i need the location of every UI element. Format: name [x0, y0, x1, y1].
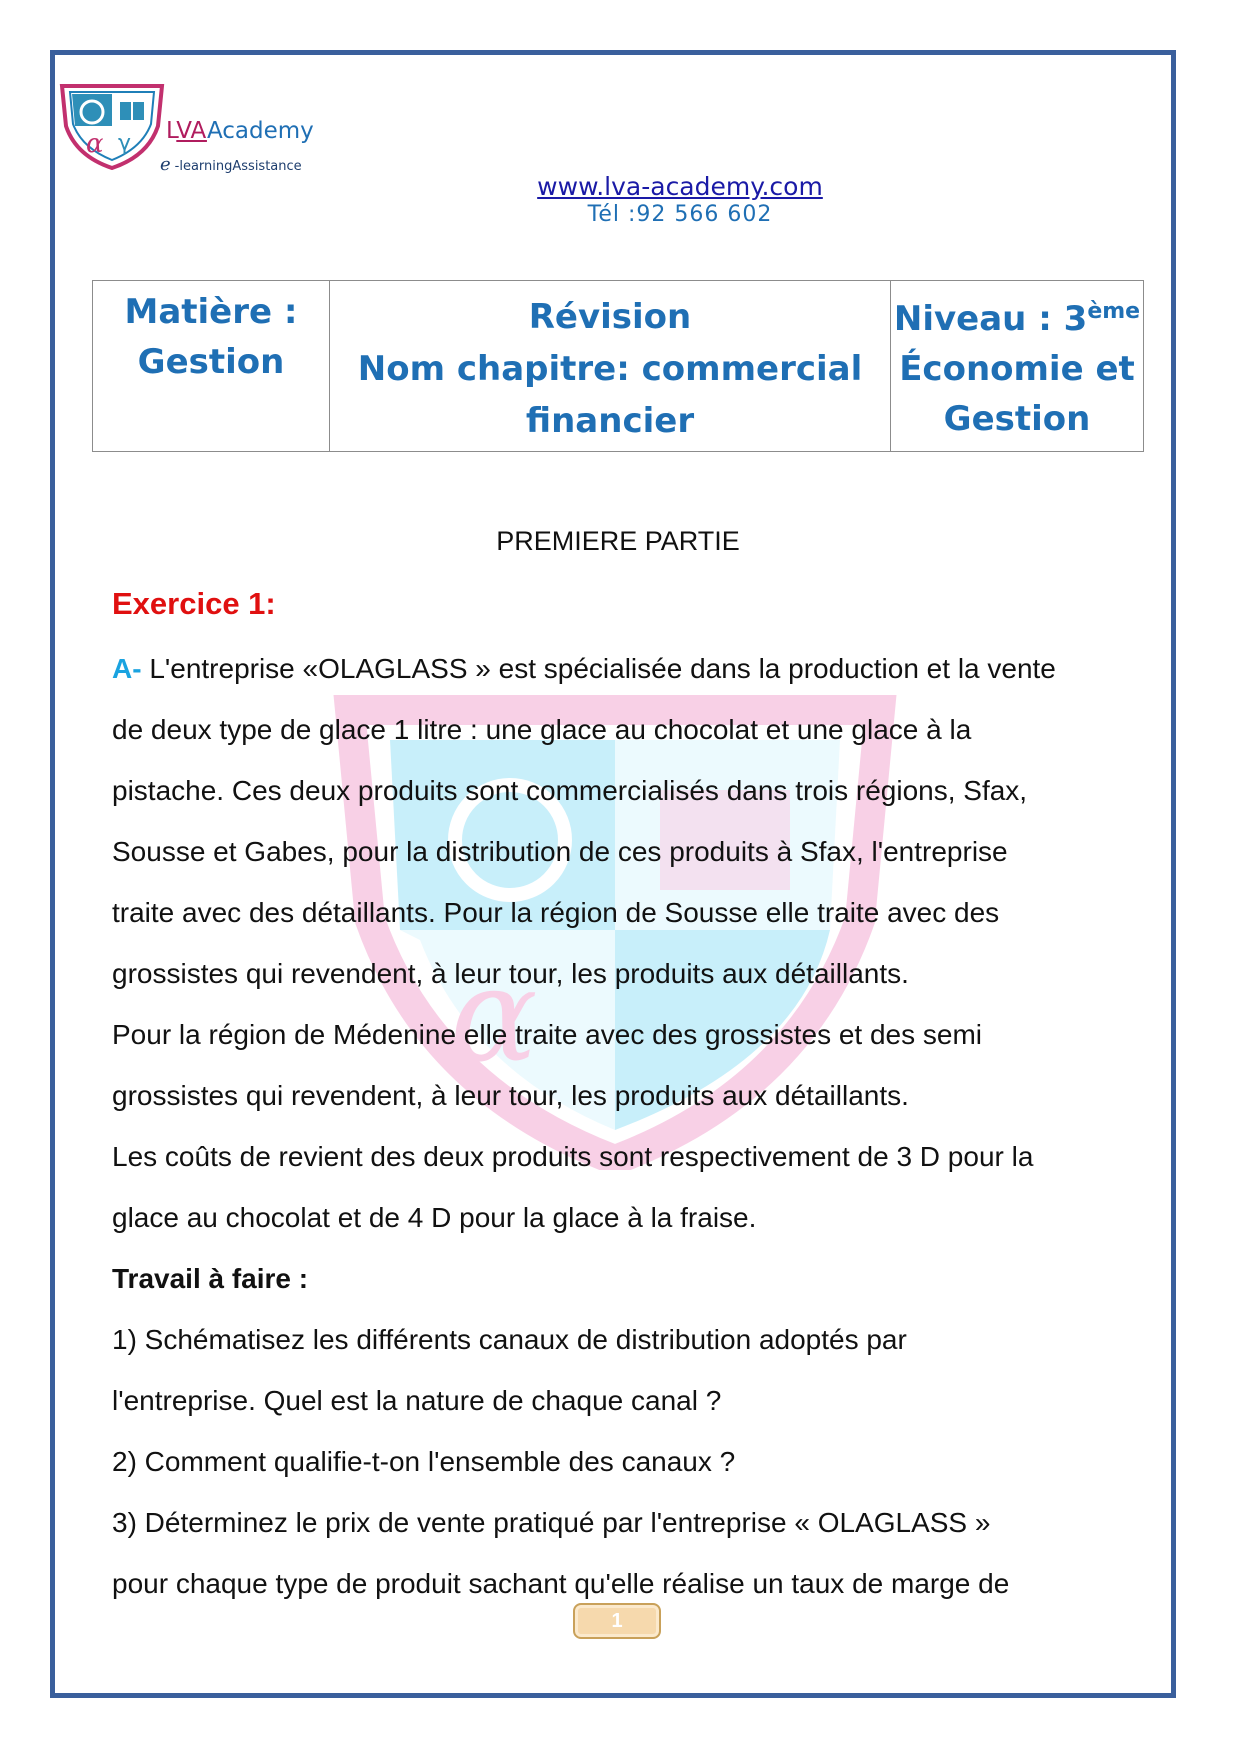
- paragraph-line: traite avec des détaillants. Pour la région de Sousse elle traite avec des: [112, 897, 1000, 928]
- exercise-body: [112, 652, 1132, 1628]
- paragraph-line: Pour la région de Médenine elle traite avec des grossistes et des semi: [112, 1019, 983, 1050]
- chapter-cell: Révision Nom chapitre: commercial financier: [330, 281, 891, 452]
- paragraph-line: Les coûts de revient des deux produits sont respectivement de 3 D pour la: [112, 1141, 1034, 1172]
- phone-number: Tél :92 566 602: [587, 202, 773, 227]
- paragraph-line: glace au chocolat et de 4 D pour la glace à la fraise.: [112, 1202, 757, 1233]
- info-table: [92, 280, 1144, 452]
- paragraph-line: grossistes qui revendent, à leur tour, les produits aux détaillants.: [112, 958, 909, 989]
- question-line: pour chaque type de produit sachant qu'elle réalise un taux de marge de: [112, 1568, 1010, 1599]
- question-line: 2) Comment qualifie-t-on l'ensemble des canaux ?: [112, 1446, 736, 1477]
- paragraph-marker: A-: [112, 653, 142, 684]
- exercise-title: Exercice 1:: [112, 586, 276, 621]
- svg-text:γ: γ: [118, 131, 132, 156]
- question-line: l'entreprise. Quel est la nature de chaque canal ?: [112, 1385, 722, 1416]
- work-title: Travail à faire :: [112, 1263, 309, 1294]
- section-title: PREMIERE PARTIE: [496, 526, 740, 556]
- brand-tagline: e -learningAssistance: [160, 154, 302, 175]
- website-link[interactable]: www.lva-academy.com: [537, 172, 823, 201]
- svg-text:α: α: [450, 939, 538, 1091]
- question-line: 3) Déterminez le prix de vente pratiqué par l'entreprise « OLAGLASS »: [112, 1507, 991, 1538]
- paragraph-line: grossistes qui revendent, à leur tour, les produits aux détaillants.: [112, 1080, 909, 1111]
- subject-cell: Matière : Gestion: [93, 281, 330, 452]
- svg-text:α: α: [86, 129, 104, 159]
- level-cell: Niveau : 3ème Économie et Gestion: [891, 281, 1144, 452]
- paragraph-line: de deux type de glace 1 litre : une glace au chocolat et une glace à la: [112, 714, 972, 745]
- paragraph-line: A- L'entreprise «OLAGLASS » est spécialisée dans la production et la vente: [112, 653, 1056, 684]
- paragraph-line: Sousse et Gabes, pour la distribution de ces produits à Sfax, l'entreprise: [112, 836, 1008, 867]
- page-number-badge: 1: [573, 1603, 661, 1639]
- lva-academy-logo: [58, 80, 166, 170]
- brand-name: LVAAcademy: [166, 118, 314, 144]
- paragraph-line: pistache. Ces deux produits sont commercialisés dans trois régions, Sfax,: [112, 775, 1028, 806]
- question-line: 1) Schématisez les différents canaux de distribution adoptés par: [112, 1324, 907, 1355]
